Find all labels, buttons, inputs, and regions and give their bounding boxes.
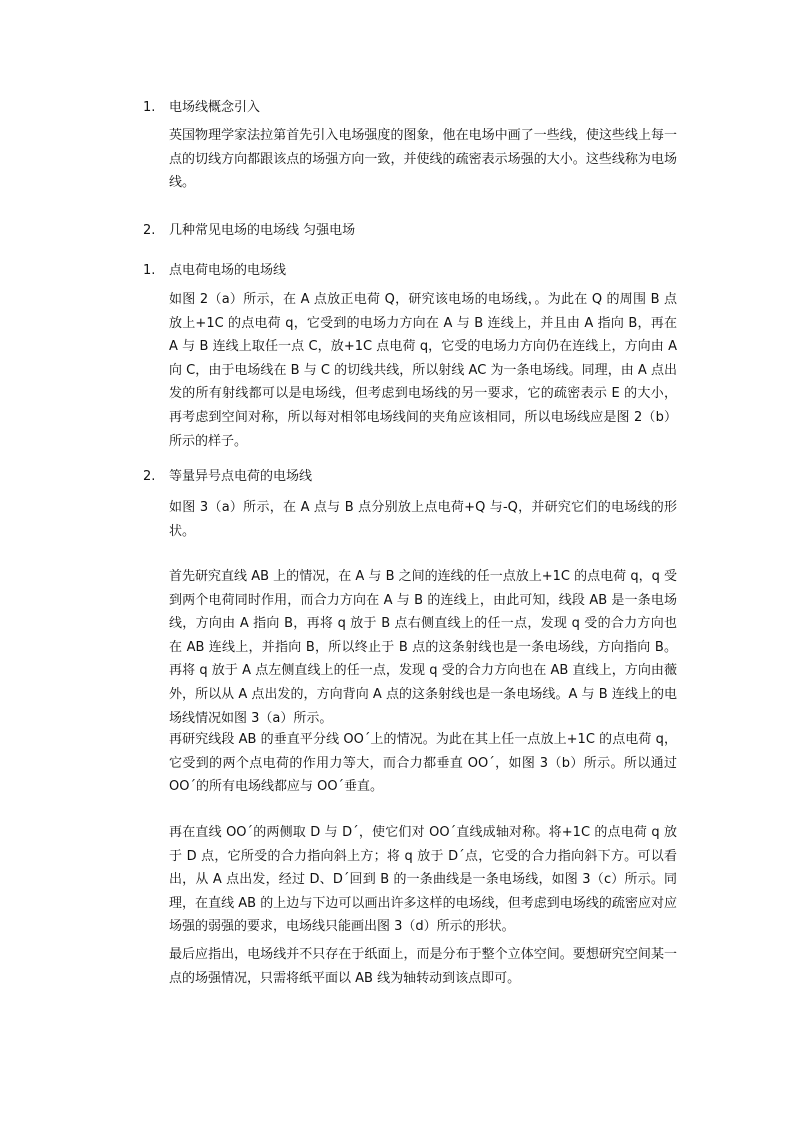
paragraph: 英国物理学家法拉第首先引入电场强度的图象，他在电场中画了一些线，使这些线上每一点的切线方向都跟该点的场强方向一致，并使线的疏密表示场强的大小。这些线称为电场线。 bbox=[169, 128, 677, 191]
section-title: 点电荷电场的电场线 bbox=[169, 263, 287, 278]
section-title: 电场线概念引入 bbox=[169, 100, 261, 115]
section-title: 等量异号点电荷的电场线 bbox=[169, 469, 313, 484]
subsection-heading-opposite-charges bbox=[143, 467, 312, 487]
subsection-heading-point-charge bbox=[143, 261, 286, 281]
section-heading-1 bbox=[143, 98, 260, 118]
paragraph: 再在直线 OO´的两侧取 D 与 D´，使它们对 OO´直线成轴对称。将+1C 的点电荷 q 放于 D 点，它所受的合力指向斜上方；将 q 放于 D´点，它受的合力指向斜下方。可以看出，从 A 点出发，经过 D、D´回到 B 的一条曲线是一条电场线，如图 3（c）所示。同理，在直线 AB 的上边与下边可以画出许多这样的电场线，但考虑到电场线的疏密应对应场强的弱强的要求，电场线只能画出图 3（d）所示的形状。 bbox=[169, 825, 677, 935]
section-number: 1. bbox=[143, 100, 156, 115]
section-number: 2. bbox=[143, 223, 156, 238]
paragraph: 如图 3（a）所示，在 A 点与 B 点分别放上点电荷+Q 与-Q，并研究它们的电场线的形状。 bbox=[169, 500, 677, 539]
section-number: 1. bbox=[143, 263, 156, 278]
section-heading-2 bbox=[143, 221, 355, 241]
paragraph: 如图 2（a）所示，在 A 点放正电荷 Q，研究该电场的电场线，。为此在 Q 的周围 B 点放上+1C 的点电荷 q，它受到的电场力方向在 A 与 B 连线上，并且由 A 指向 B，再在 A 与 B 连线上取任一点 C，放+1C 点电荷 q，它受的电场力方向仍在连线上，方向由 A 向 C，由于电场线在 B 与 C 的切线共线，所以射线 AC 为一条电场线。同理，由 A 点出发的所有射线都可以是电场线，但考虑到电场线的另一要求，它的疏密表示 E 的大小，再考虑到空间对称，所以每对相邻电场线间的夹角应该相同，所以电场线应是图 2（b）所示的样子。 bbox=[169, 292, 677, 449]
paragraph: 再研究线段 AB 的垂直平分线 OO´上的情况。为此在其上任一点放上+1C 的点电荷 q，它受到的两个点电荷的作用力等大，而合力都垂直 OO´，如图 3（b）所示。所以通过 OO´的所有电场线都应与 OO´垂直。 bbox=[169, 732, 677, 795]
section-number: 2. bbox=[143, 469, 156, 484]
section-title: 几种常见电场的电场线 匀强电场 bbox=[169, 223, 356, 238]
paragraph: 首先研究直线 AB 上的情况，在 A 与 B 之间的连线的任一点放上+1C 的点电荷 q，q 受到两个电荷同时作用，而合力方向在 A 与 B 的连线上，由此可知，线段 AB 是一条电场线，方向由 A 指向 B，再将 q 放于 B 点右侧直线上的任一点，发现 q 受的合力方向也在 AB 连线上，并指向 B，所以终止于 B 点的这条射线也是一条电场线，方向指向 B。再将 q 放于 A 点左侧直线上的任一点，发现 q 受的合力方向也在 AB 直线上，方向由薇外，所以从 A 点出发的，方向背向 A 点的这条射线也是一条电场线。A 与 B 连线上的电场线情况如图 3（a）所示。 bbox=[169, 569, 677, 726]
paragraph: 最后应指出，电场线并不只存在于纸面上，而是分布于整个立体空间。要想研究空间某一点的场强情况，只需将纸平面以 AB 线为轴转动到该点即可。 bbox=[169, 947, 677, 986]
